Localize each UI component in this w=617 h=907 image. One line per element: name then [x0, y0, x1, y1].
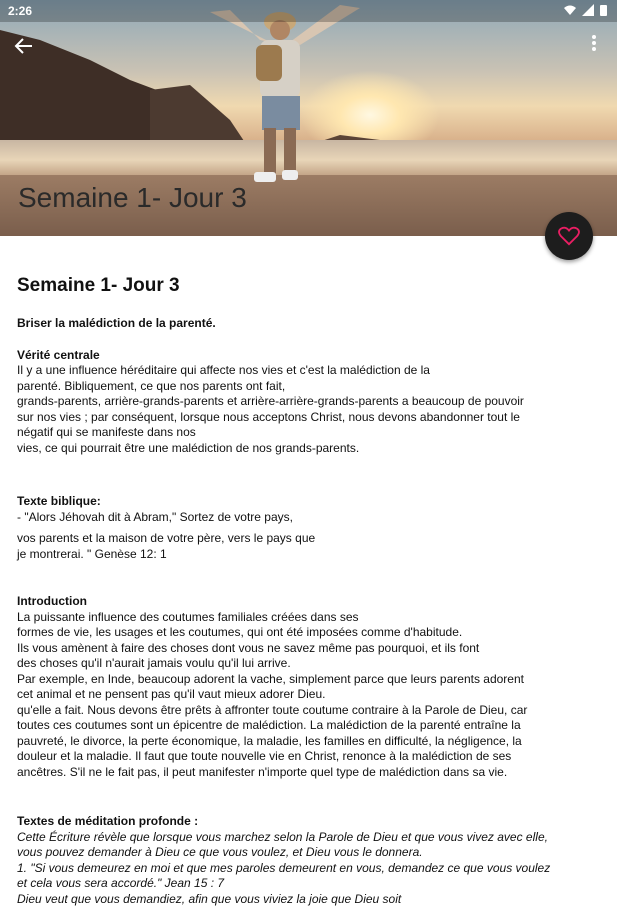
battery-icon — [600, 4, 607, 16]
paragraph-line: sur nos vies ; par conséquent, lorsque nous acceptons Christ, nous devons abandonner tout le — [17, 410, 602, 426]
paragraph-line: formes de vie, les usages et les coutumes, qui ont été imposées comme d'habitude. — [17, 625, 602, 641]
signal-icon — [582, 4, 594, 16]
paragraph-line: Par exemple, en Inde, beaucoup adorent la vache, simplement parce que leurs parents adorent — [17, 672, 602, 688]
paragraph-line: vos parents et la maison de votre père, vers le pays que — [17, 531, 602, 547]
overflow-menu-button[interactable] — [591, 34, 597, 58]
paragraph-line: La puissante influence des coutumes familiales créées dans ses — [17, 610, 602, 626]
back-button[interactable] — [14, 36, 34, 62]
favorite-button[interactable] — [545, 212, 593, 260]
spacer — [17, 478, 602, 494]
article-content — [17, 274, 602, 907]
section-heading-texte: Texte biblique: — [17, 494, 602, 510]
article-subtitle: Briser la malédiction de la parenté. — [17, 316, 602, 332]
section-heading-verite: Vérité centrale — [17, 348, 602, 364]
paragraph-line: cet animal et ne pensent pas qu'il vaut mieux adorer Dieu. — [17, 687, 602, 703]
section-heading-meditation: Textes de méditation profonde : — [17, 814, 602, 830]
paragraph-line: ancêtres. S'il ne le fait pas, il peut manifester n'importe quel type de malédiction dans sa vie. — [17, 765, 602, 781]
paragraph-line: Ils vous amènent à faire des choses dont vous ne savez même pas pourquoi, et ils font — [17, 641, 602, 657]
paragraph-line: toutes ces coutumes sont un épicentre de malédiction. La malédiction de la parenté entraîne la — [17, 718, 602, 734]
spacer — [17, 802, 602, 814]
spacer — [17, 332, 602, 348]
wifi-icon — [564, 4, 576, 16]
status-bar — [0, 0, 617, 22]
spacer — [17, 780, 602, 802]
paragraph-line: pauvreté, le divorce, la perte économique, la maladie, les familles en difficulté, la négligence, la — [17, 734, 602, 750]
paragraph-line: je montrerai. " Genèse 12: 1 — [17, 547, 602, 563]
paragraph-line: Dieu veut que vous demandiez, afin que vous viviez la joie que Dieu soit — [17, 892, 602, 907]
paragraph-line: et cela vous sera accordé." Jean 15 : 7 — [17, 876, 602, 892]
paragraph-line: Il y a une influence héréditaire qui affecte nos vies et c'est la malédiction de la — [17, 363, 602, 379]
more-vert-icon — [591, 34, 597, 52]
paragraph-line: vous pouvez demander à Dieu ce que vous voulez, et Dieu vous le donnera. — [17, 845, 602, 861]
system-icons — [564, 4, 607, 16]
spacer — [17, 456, 602, 478]
section-heading-intro: Introduction — [17, 594, 602, 610]
paragraph-line: qu'elle a fait. Nous devons être prêts à affronter toute coutume contraire à la Parole de Dieu, car — [17, 703, 602, 719]
spacer — [17, 562, 602, 584]
paragraph-line: vies, ce qui pourrait être une malédiction de nos grands-parents. — [17, 441, 602, 457]
paragraph-line: des choses qu'il n'aurait jamais voulu qu'il lui arrive. — [17, 656, 602, 672]
spacer — [17, 584, 602, 594]
article-title: Semaine 1- Jour 3 — [17, 274, 602, 298]
paragraph-line: grands-parents, arrière-grands-parents et arrière-arrière-grands-parents a beaucoup de pouvoir — [17, 394, 602, 410]
paragraph-line: 1. "Si vous demeurez en moi et que mes paroles demeurent en vous, demandez ce que vous voulez — [17, 861, 602, 877]
hero-title: Semaine 1- Jour 3 — [18, 182, 247, 214]
paragraph-line: négatif qui se manifeste dans nos — [17, 425, 602, 441]
paragraph-line: Cette Écriture révèle que lorsque vous marchez selon la Parole de Dieu et que vous vivez avec elle, — [17, 830, 602, 846]
heart-outline-icon — [558, 226, 580, 246]
paragraph-line: - "Alors Jéhovah dit à Abram," Sortez de votre pays, — [17, 510, 602, 526]
arrow-left-icon — [14, 36, 34, 56]
status-time: 2:26 — [8, 4, 32, 18]
paragraph-line: douleur et la maladie. Il faut que toute nouvelle vie en Christ, renonce à la malédiction de ses — [17, 749, 602, 765]
paragraph-line: parenté. Bibliquement, ce que nos parents ont fait, — [17, 379, 602, 395]
